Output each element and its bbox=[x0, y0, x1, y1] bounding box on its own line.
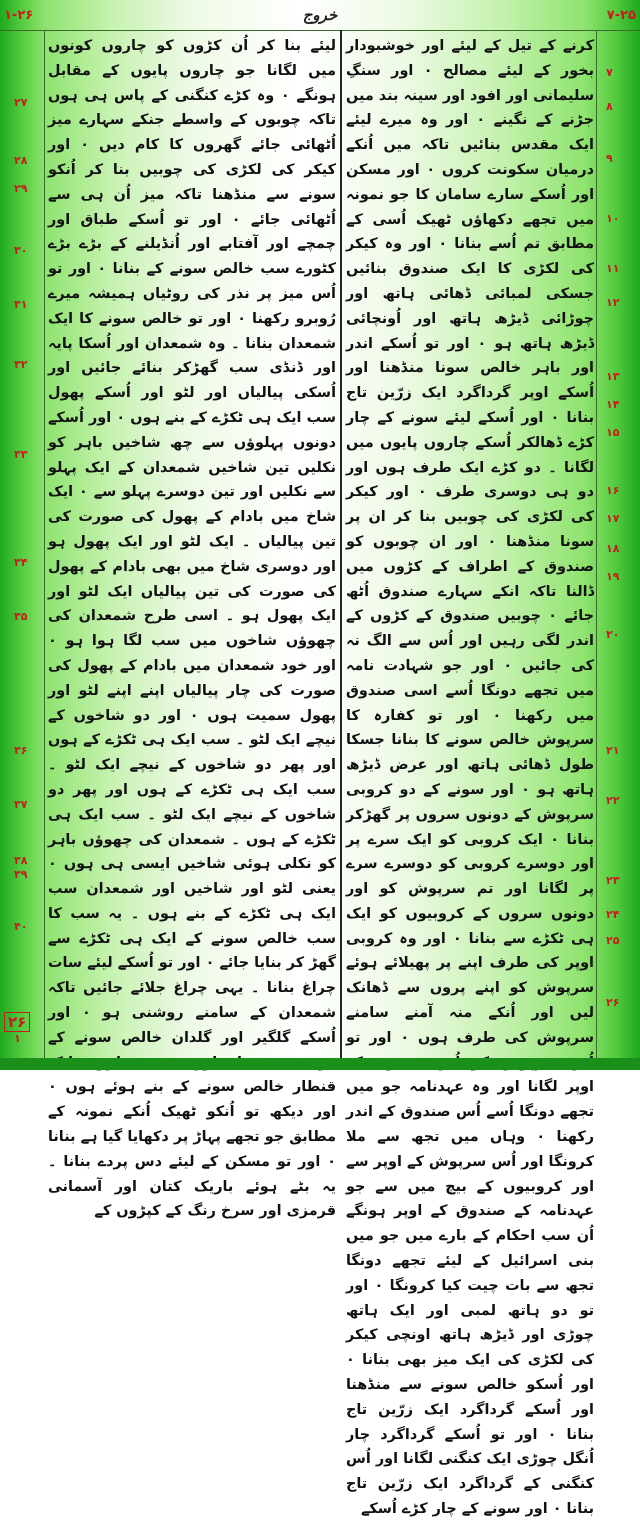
left-column-text: لیئے بنا کر اُن کڑوں کو چاروں کونوں میں لگانا جو چاروں پایوں کے مقابل ہونگے ۰ وہ کڑے کنگنی کے پاس ہی ہوں تاکہ چوبوں کے واسطے جنکے سہارے میز اُٹھائی جائے گھروں کا کام دیں ۰ اور کیکر کی لکڑی کی چوبیں بنا کر اُنکو سونے سے منڈھنا تاکہ میز اُن ہی سے اُٹھائی جائے ۰ اور تو اُسکے طباق اور چمچے اور آفتابے اور اُنڈیلنے کے بڑے بڑے کٹورے سب خالص سونے کے بنانا ۰ اور تو اُس میز پر نذر کی روٹیاں ہمیشہ میرے رُوبرو رکھنا ۰ اور تو خالص سونے کا ایک شمعدان بنانا ۔ وہ شمعدان اور اُسکا پایہ اور ڈنڈی سب گھڑکر بنائے جائیں اور اُسکی پیالیاں اور لٹو اور اُسکے پھول سب ایک ہی ٹکڑے کے بنے ہوں ۰ اور اُسکے دونوں پہلوؤں سے چھ شاخیں باہر کو نکلیں تین شاخیں شمعدان کے ایک پہلو سے نکلیں اور تین دوسرے پہلو سے ۰ ایک شاخ میں بادام کے پھول کی صورت کی تین پیالیاں ۔ ایک لٹو اور ایک پھول ہو اور دوسری شاخ میں بھی بادام کے پھول کی صورت کی تین پیالیاں ایک لٹو اور ایک پھول ہو ۔ اسی طرح شمعدان کی چھوؤں شاخوں میں سب لگا ہوا ہو ۰ اور خود شمعدان میں بادام کے پھول کی صورت کی چار پیالیاں اپنے اپنے لٹو اور پھول سمیت ہوں ۰ اور دو شاخوں کے نیچے ایک لٹو ۔ سب ایک ہی ٹکڑے کے ہوں اور پھر دو شاخوں کے نیچے ایک لٹو ۔ سب ایک ہی ٹکڑے کے ہوں اور پھر دو شاخوں کے نیچے ایک لٹو ۔ سب ایک ہی ٹکڑے کے ہوں ۔ شمعدان کی چھوؤں باہر کو نکلی ہوئی شاخیں ایسی ہی ہوں ۰ یعنی لٹو اور شاخیں اور شمعدان سب ایک ہی ٹکڑے کے بنے ہوں ۔ یہ سب کا سب خالص سونے کے ایک ہی ٹکڑے سے گھڑ کر بنایا جائے ۰ اور تو اُسکے لیئے سات چراغ بنانا ۔ یہی چراغ جلائے جائیں تاکہ شمعدان کے سامنے روشنی ہو ۰ اور اُسکے گلگیر اور گلدان خالص سونے کے قنطار خالص سونے کے بنے ہوئے ہوں ۰ اور دیکھ تو اُنکو ٹھیک اُنکے نمونہ کے مطابق جو تجھے پہاڑ پر دکھایا گیا ہے بنانا ۰ اور تو مسکن کے لیئے دس پردے بنانا ۔ یہ بٹے ہوئے باریک کتان اور آسمانی قرمزی اور سرخ رنگ کے کپڑوں کے bbox=[48, 38, 337, 1220]
verse-number: ۱۲ bbox=[606, 296, 620, 309]
verse-number: ۳۰ bbox=[14, 244, 28, 257]
page-header bbox=[0, 0, 640, 31]
verse-number: ۷ bbox=[606, 66, 613, 79]
verse-number: ۳۳ bbox=[14, 448, 28, 461]
verse-number: ۱ bbox=[14, 1032, 21, 1045]
verse-number: ۱۹ bbox=[606, 570, 620, 583]
verse-number: ۲۲ bbox=[606, 794, 620, 807]
left-margin-rule bbox=[44, 30, 45, 1058]
verse-number: ۸ bbox=[606, 100, 613, 113]
verse-number: ۱۳ bbox=[606, 370, 620, 383]
left-reference: ۱-۲۶ bbox=[4, 8, 34, 23]
left-column bbox=[48, 34, 336, 1224]
right-reference: ۷-۲۵ bbox=[606, 8, 636, 23]
right-column bbox=[346, 34, 594, 1522]
column-divider bbox=[340, 30, 342, 1058]
verse-number: ۲۰ bbox=[606, 628, 620, 641]
verse-number: ۴۰ bbox=[14, 920, 28, 933]
verse-number: ۲۶ bbox=[606, 996, 620, 1009]
chapter-marker: ۲۶ bbox=[4, 1012, 30, 1032]
verse-number: ۱۱ bbox=[606, 262, 620, 275]
verse-number: ۱۶ bbox=[606, 484, 620, 497]
verse-number: ۱۵ bbox=[606, 426, 620, 439]
verse-number: ۲۷ bbox=[14, 96, 28, 109]
page-bottom-band bbox=[0, 1058, 640, 1070]
right-margin-rule bbox=[596, 30, 597, 1058]
verse-number: ۱۷ bbox=[606, 512, 620, 525]
verse-number: ۱۰ bbox=[606, 212, 620, 225]
book-title: خروج bbox=[302, 6, 338, 24]
verse-number: ۲۱ bbox=[606, 744, 620, 757]
verse-number: ۳۹ bbox=[14, 868, 28, 881]
verse-number: ۳۶ bbox=[14, 744, 28, 757]
verse-number: ۱۴ bbox=[606, 398, 620, 411]
verse-number: ۳۱ bbox=[14, 298, 28, 311]
verse-number: ۲۸ bbox=[14, 154, 28, 167]
verse-number: ۳۲ bbox=[14, 358, 28, 371]
verse-number: ۳۸ bbox=[14, 854, 28, 867]
verse-number: ۱۸ bbox=[606, 542, 620, 555]
verse-number: ۲۳ bbox=[606, 874, 620, 887]
verse-number: ۲۹ bbox=[14, 182, 28, 195]
right-column-text: کرنے کے تیل کے لیئے اور خوشبودار بخور کے لیئے مصالح ۰ اور سنگِ سلیمانی اور افود اور سینہ بند میں جڑنے کے نگینے ۰ اور وہ میرے لیئے ایک مقدس بنائیں تاکہ میں اُنکے درمیان سکونت کروں ۰ اور مسکن اور اُسکے سارے سامان کا جو نمونہ میں تجھے دکھاؤں ٹھیک اُسی کے مطابق تم اُسے بنانا ۰ اور وہ کیکر کی لکڑی کا ایک صندوق بنائیں جسکی لمبائی ڈھائی ہاتھ اور چوڑائی ڈیڑھ ہاتھ اور اُونچائی ڈیڑھ ہاتھ ہو ۰ اور تو اُسکے اندر اور باہر خالص سونا منڈھنا اور اُسکے اوپر گرداگرد ایک زرّین تاج بنانا ۰ اور اُسکے لیئے سونے کے چار کڑے ڈھالکر اُسکے چاروں پایوں میں لگانا ۔ دو کڑے ایک طرف ہوں اور دو ہی دوسری طرف ۰ اور کیکر کی لکڑی کی چوبیں بنا کر ان پر سونا منڈھنا ۰ اور ان چوبوں کو صندوق کے اطراف کے کڑوں میں ڈالنا تاکہ انکے سہارے صندوق اُٹھ جائے ۰ چوبیں صندوق کے کڑوں کے اندر لگی رہیں اور اُس سے الگ نہ کی جائیں ۰ اور جو شہادت نامہ میں تجھے دونگا اُسے اسی صندوق میں رکھنا ۰ اور تو کفارہ کا سرپوش خالص سونے کا بنانا جسکا طول ڈھائی ہاتھ اور عرض ڈیڑھ ہاتھ ہو ۰ اور سونے کے دو کروبی سرپوش کے دونوں سروں پر گھڑکر بنانا ۰ ایک کروبی کو ایک سرے پر اور دوسرے کروبی کو دوسرے سرے پر لگانا اور تم سرپوش کو اور دونوں سروں کے کروبیوں کو ایک ہی ٹکڑے سے بنانا ۰ اور وہ کروبی اوپر کی طرف اپنے پر پھیلائے ہوئے سرپوش کو اپنے پروں سے ڈھانک لیں اور اُنکے منہ آمنے سامنے سرپوش کی طرف ہوں ۰ اور تو اوپر لگانا اور وہ عہدنامہ جو میں تجھے دونگا اُسے اُس صندوق کے اندر رکھنا ۰ وہاں میں تجھ سے ملا کرونگا اور اُس سرپوش کے اوپر سے اور کروبیوں کے بیچ میں سے جو عہدنامہ کے صندوق کے اوپر ہونگے اُن سب احکام کے بارے میں جو میں بنی اسرائیل کے لیئے تجھے دونگا تجھ سے بات چیت کیا کرونگا ۰ اور تو دو ہاتھ لمبی اور ایک ہاتھ چوڑی اور ڈیڑھ ہاتھ اونچی کیکر کی لکڑی کی ایک میز بھی بنانا ۰ اور اُسکو خالص سونے سے منڈھنا اور اُسکے گرداگرد ایک زرّین تاج بنانا ۰ اور تو اُسکے گرداگرد چار اُنگل چوڑی ایک کنگنی لگانا اور اُس کنگنی کے گرداگرد ایک زرّین تاج بنانا ۰ اور سونے کے چار کڑے اُسکے bbox=[346, 38, 595, 1518]
verse-number: ۲۴ bbox=[606, 908, 620, 921]
verse-number: ۳۴ bbox=[14, 556, 28, 569]
verse-number: ۳۵ bbox=[14, 610, 28, 623]
verse-number: ۹ bbox=[606, 152, 613, 165]
verse-number: ۲۵ bbox=[606, 934, 620, 947]
verse-number: ۳۷ bbox=[14, 798, 28, 811]
